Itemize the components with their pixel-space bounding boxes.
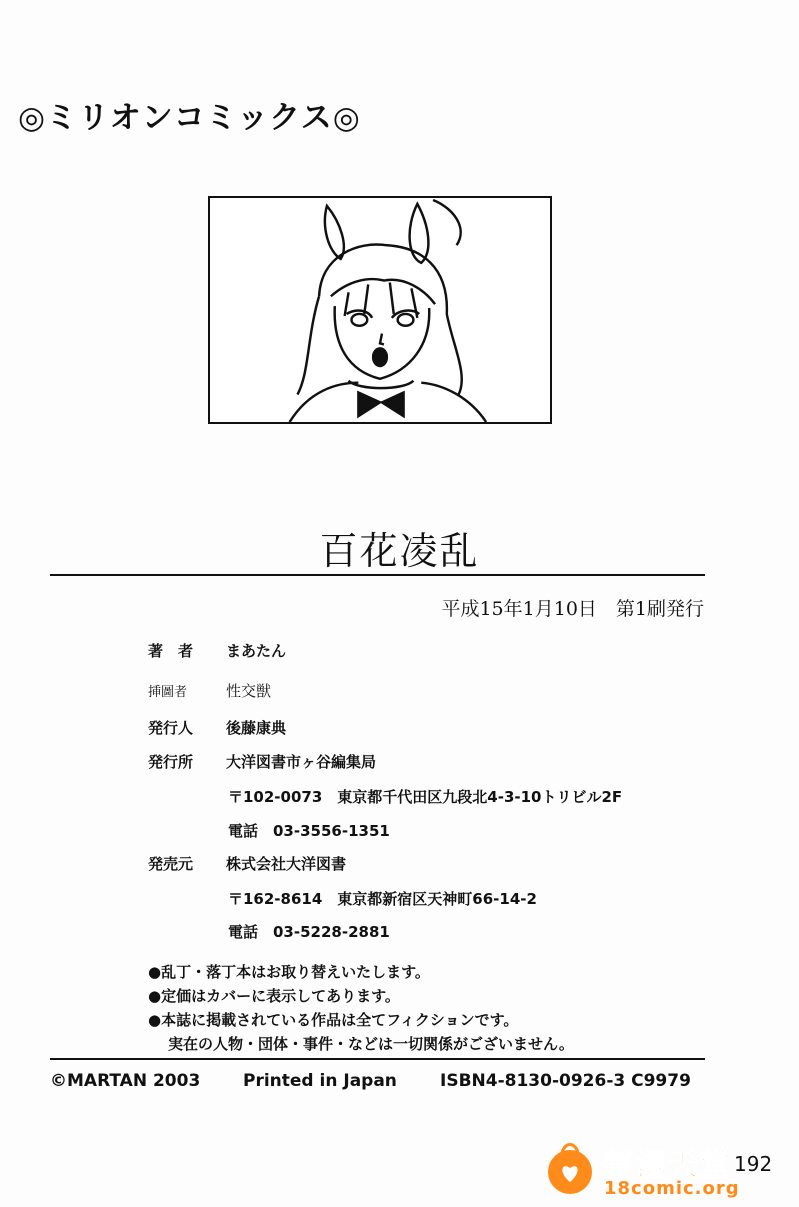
printed-in: Printed in Japan <box>243 1071 397 1091</box>
credit-value: 株式会社大洋図書 <box>226 855 347 873</box>
watermark-name: 禁漫天堂 <box>604 1148 732 1183</box>
credit-value: 大洋図書市ヶ谷編集局 <box>226 753 377 771</box>
credit-value: まあたん <box>226 642 287 660</box>
page-number: 192 <box>734 1152 773 1176</box>
note-item: ●乱丁・落丁本はお取り替えいたします。 <box>148 963 430 981</box>
credit-label: 挿圖者 <box>148 685 188 700</box>
credit-value: 後藤康典 <box>226 719 287 737</box>
note-item: 実在の人物・団体・事件・などは一切関係がございません。 <box>168 1035 574 1053</box>
note-item: ●本誌に掲載されている作品は全てフィクションです。 <box>148 1011 519 1029</box>
credit-label: 著 者 <box>148 642 194 660</box>
credit-label: 発行所 <box>148 753 194 771</box>
publication-date: 平成15年1月10日 第1刷発行 <box>441 598 704 620</box>
series-title: ◎ミリオンコミックス◎ <box>18 100 361 136</box>
publisher-address: 〒102-0073 東京都千代田区九段北4-3-10トリビル2F <box>228 788 623 806</box>
credit-label: 発行人 <box>148 719 194 737</box>
watermark-url: 18comic.org <box>604 1178 740 1199</box>
publisher-phone: 電話 03-3556-1351 <box>228 822 390 840</box>
isbn: ISBN4-8130-0926-3 C9979 <box>440 1071 691 1091</box>
book-title: 百花凌乱 <box>319 529 480 573</box>
credit-publisher <box>148 751 376 772</box>
credit-illustrator <box>148 680 271 701</box>
credit-author <box>148 640 286 661</box>
credit-label: 発売元 <box>148 855 194 873</box>
credit-seller <box>148 853 346 874</box>
notes <box>148 960 574 1056</box>
divider-top <box>50 574 705 576</box>
note-item: ●定価はカバーに表示してあります。 <box>148 987 400 1005</box>
credit-value: 性交獣 <box>226 682 272 700</box>
credit-publisher-person <box>148 717 286 738</box>
seller-address: 〒162-8614 東京都新宿区天神町66-14-2 <box>228 890 537 908</box>
copyright: ©MARTAN 2003 <box>50 1071 201 1091</box>
divider-bottom <box>50 1058 705 1060</box>
cover-illustration <box>208 196 552 424</box>
bunny-girl-illustration-icon <box>210 198 550 422</box>
seller-phone: 電話 03-5228-2881 <box>228 923 390 941</box>
